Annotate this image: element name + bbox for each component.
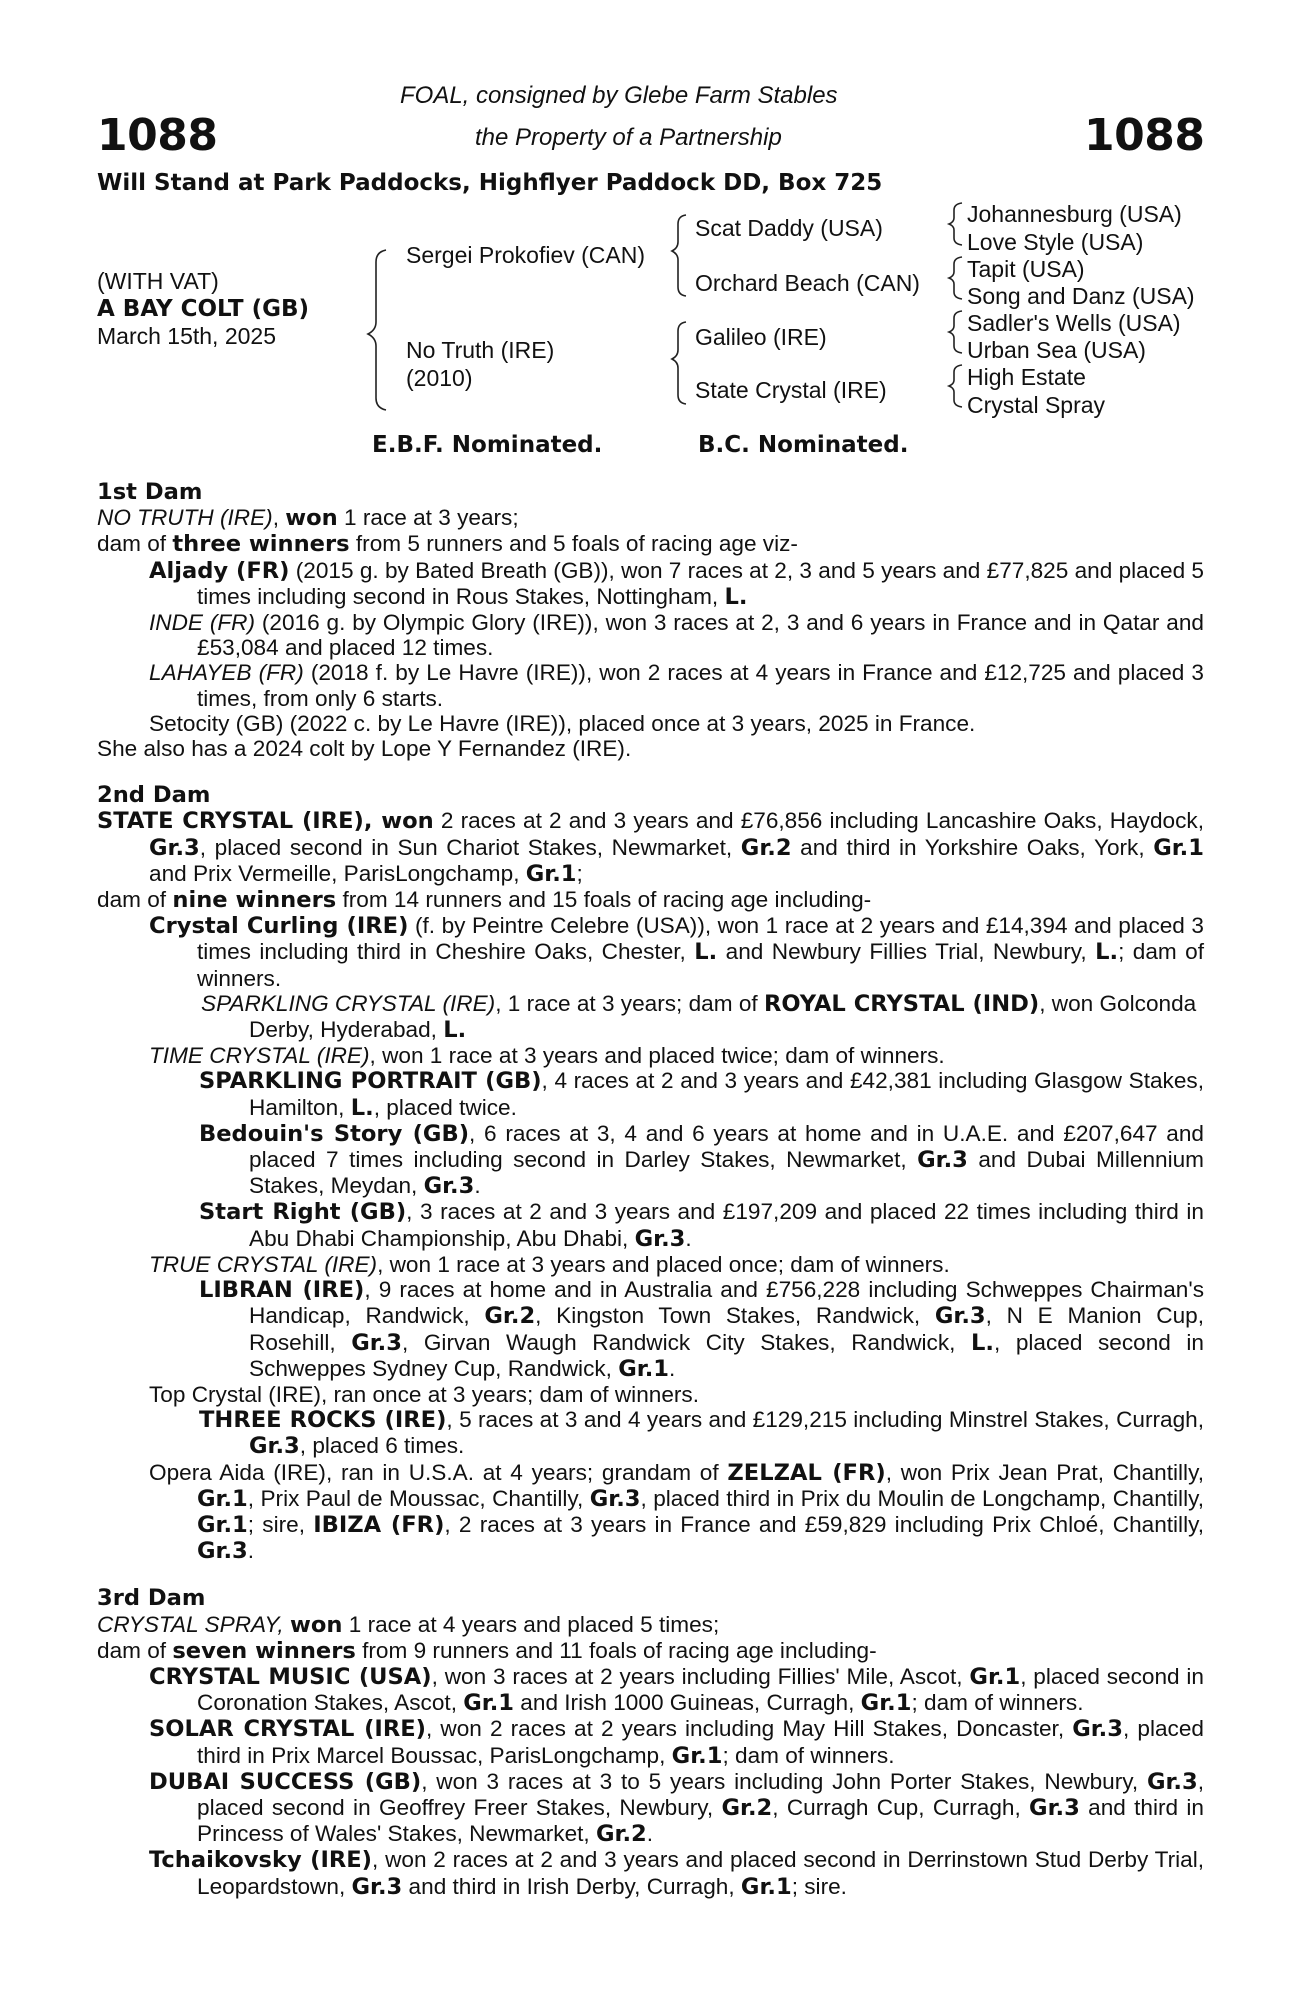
first-dam-heading: 1st Dam bbox=[97, 479, 203, 505]
ds-sire: Sadler's Wells (USA) bbox=[967, 310, 1181, 336]
brace-sire-gen2 bbox=[672, 215, 686, 296]
dd-dam: Crystal Spray bbox=[967, 392, 1106, 418]
progeny-top-crystal: Top Crystal (IRE), ran once at 3 years; dam of winners. bbox=[149, 1381, 699, 1407]
progeny-tchaikovsky: Tchaikovsky (IRE), won 2 races at 2 and 3 years and placed second in Derrinstown Stud Derby Trial, Leopardstown, Gr.3 and third in Irish Derby, Curragh, Gr.1; sire. bbox=[149, 1847, 1204, 1900]
brace-dam-gen2 bbox=[672, 322, 686, 404]
progeny-inde: INDE (FR) (2016 g. by Olympic Glory (IRE)), won 3 races at 2, 3 and 6 years in France and in Qatar and £53,084 and placed 12 times. bbox=[149, 610, 1204, 661]
progeny-opera-aida: Opera Aida (IRE), ran in U.S.A. at 4 years; grandam of ZELZAL (FR), won Prix Jean Prat, Chantilly, Gr.1, Prix Paul de Moussac, Chantilly, Gr.3, placed third in Prix du Moulin de Longchamp, Chantilly, Gr.1; sire, IBIZA (FR), 2 races at 3 years in France and £59,829 including Prix Chloé, Chantilly, Gr.3. bbox=[149, 1459, 1204, 1565]
sire-sire: Scat Daddy (USA) bbox=[695, 215, 883, 241]
second-dam-produce: dam of nine winners from 14 runners and 15 foals of racing age including- bbox=[97, 887, 872, 914]
third-dam-produce: dam of seven winners from 9 runners and 11 foals of racing age including- bbox=[97, 1637, 877, 1664]
horse-name: A BAY COLT (GB) bbox=[97, 296, 310, 322]
progeny-bedouins-story: Bedouin's Story (GB), 6 races at 3, 4 and 6 years at home and in U.A.E. and £207,647 and placed 7 times including second in Darley Stakes, Newmarket, Gr.3 and Dubai Millennium Stakes, Meydan, Gr.3. bbox=[199, 1120, 1204, 1200]
third-dam-line: CRYSTAL SPRAY, won 1 race at 4 years and placed 5 times; bbox=[97, 1611, 720, 1638]
horse-dob: March 15th, 2025 bbox=[97, 323, 277, 349]
first-dam-also: She also has a 2024 colt by Lope Y Fernandez (IRE). bbox=[97, 736, 632, 762]
brace-sd bbox=[949, 257, 962, 299]
brace-gen1 bbox=[368, 250, 386, 410]
progeny-solar-crystal: SOLAR CRYSTAL (IRE), won 2 races at 2 years including May Hill Stakes, Doncaster, Gr.3, placed third in Prix Marcel Boussac, ParisLongchamp, Gr.1; dam of winners. bbox=[149, 1716, 1204, 1769]
catalogue-body bbox=[97, 480, 1204, 1900]
progeny-sparkling-portrait: SPARKLING PORTRAIT (GB), 4 races at 2 and 3 years and £42,381 including Glasgow Stakes, Hamilton, L., placed twice. bbox=[199, 1068, 1204, 1121]
brace-ds bbox=[949, 311, 962, 353]
progeny-start-right: Start Right (GB), 3 races at 2 and 3 years and £197,209 and placed 22 times including third in Abu Dhabi Championship, Abu Dhabi, Gr.3. bbox=[199, 1199, 1204, 1252]
progeny-aljady: Aljady (FR) (2015 g. by Bated Breath (GB)), won 7 races at 2, 3 and 5 years and £77,825 and placed 5 times including second in Rous Stakes, Nottingham, L. bbox=[149, 557, 1204, 610]
progeny-crystal-curling: Crystal Curling (IRE) (f. by Peintre Celebre (USA)), won 1 race at 2 years and £14,394 and placed 3 times including third in Cheshire Oaks, Chester, L. and Newbury Fillies Trial, Newbury, L.; dam of winners. bbox=[149, 913, 1204, 991]
progeny-crystal-music: CRYSTAL MUSIC (USA), won 3 races at 2 years including Fillies' Mile, Ascot, Gr.1, placed second in Coronation Stakes, Ascot, Gr.1 and Irish 1000 Guineas, Curragh, Gr.1; dam of winners. bbox=[149, 1663, 1204, 1717]
progeny-three-rocks: THREE ROCKS (IRE), 5 races at 3 and 4 years and £129,215 including Minstrel Stakes, Curragh, Gr.3, placed 6 times. bbox=[199, 1407, 1204, 1460]
vat-label: (WITH VAT) bbox=[97, 268, 219, 294]
progeny-lahayeb: LAHAYEB (FR) (2018 f. by Le Havre (IRE)), won 2 races at 4 years in France and £12,725 and placed 3 times, from only 6 starts. bbox=[149, 660, 1204, 711]
progeny-true-crystal: TRUE CRYSTAL (IRE), won 1 race at 3 years and placed once; dam of winners. bbox=[149, 1251, 950, 1277]
dam-year: (2010) bbox=[406, 365, 473, 391]
brace-ss bbox=[949, 203, 962, 245]
progeny-time-crystal: TIME CRYSTAL (IRE), won 1 race at 3 years and placed twice; dam of winners. bbox=[149, 1043, 945, 1069]
lot-number-left: 1088 bbox=[97, 110, 218, 161]
progeny-libran: LIBRAN (IRE), 9 races at home and in Australia and £756,228 including Schweppes Chairman's Handicap, Randwick, Gr.2, Kingston Town Stakes, Randwick, Gr.3, N E Manion Cup, Rosehill, Gr.3, Girvan Waugh Randwick City Stakes, Randwick, L., placed second in Schweppes Sydney Cup, Randwick, Gr.1. bbox=[199, 1277, 1204, 1382]
dam-dam: State Crystal (IRE) bbox=[695, 377, 887, 403]
dam-sire: Galileo (IRE) bbox=[695, 324, 827, 350]
second-dam-line: STATE CRYSTAL (IRE), won 2 races at 2 and 3 years and £76,856 including Lancashire Oaks, Haydock, Gr.3, placed second in Sun Chariot Stakes, Newmarket, Gr.2 and third in Yorkshire Oaks, York, Gr.1 and Prix Vermeille, ParisLongchamp, Gr.1; bbox=[97, 808, 1204, 887]
stand-location: Will Stand at Park Paddocks, Highflyer Paddock DD, Box 725 bbox=[97, 170, 883, 196]
property-line: the Property of a Partnership bbox=[475, 124, 782, 151]
progeny-dubai-success: DUBAI SUCCESS (GB), won 3 races at 3 to 5 years including John Porter Stakes, Newbury, Gr.3, placed second in Geoffrey Freer Stakes, Newbury, Gr.2, Curragh Cup, Curragh, Gr.3 and third in Princess of Wales' Stakes, Newmarket, Gr.2. bbox=[149, 1768, 1205, 1848]
second-dam-heading: 2nd Dam bbox=[97, 782, 211, 809]
progeny-setocity: Setocity (GB) (2022 c. by Le Havre (IRE)), placed once at 3 years, 2025 in France. bbox=[149, 710, 976, 736]
first-dam-line: NO TRUTH (IRE), won 1 race at 3 years; bbox=[97, 505, 519, 532]
bc-nomination: B.C. Nominated. bbox=[698, 432, 909, 458]
lot-number-right: 1088 bbox=[1084, 110, 1205, 161]
sire-dam: Orchard Beach (CAN) bbox=[695, 270, 920, 296]
ds-dam: Urban Sea (USA) bbox=[967, 337, 1146, 363]
third-dam-heading: 3rd Dam bbox=[97, 1585, 206, 1612]
progeny-sparkling-crystal: SPARKLING CRYSTAL (IRE), 1 race at 3 years; dam of ROYAL CRYSTAL (IND), won Golconda Derby, Hyderabad, L. bbox=[201, 990, 1197, 1044]
dam: No Truth (IRE) bbox=[406, 337, 555, 363]
ss-sire: Johannesburg (USA) bbox=[967, 201, 1182, 227]
consignor-line: FOAL, consigned by Glebe Farm Stables bbox=[400, 82, 838, 109]
ss-dam: Love Style (USA) bbox=[967, 229, 1144, 255]
sd-sire: Tapit (USA) bbox=[967, 256, 1085, 282]
ebf-nomination: E.B.F. Nominated. bbox=[372, 432, 603, 458]
brace-dd bbox=[949, 365, 962, 407]
first-dam-produce: dam of three winners from 5 runners and 5 foals of racing age viz- bbox=[97, 531, 798, 558]
sd-dam: Song and Danz (USA) bbox=[967, 283, 1195, 309]
sire: Sergei Prokofiev (CAN) bbox=[406, 242, 646, 268]
dd-sire: High Estate bbox=[967, 364, 1086, 390]
